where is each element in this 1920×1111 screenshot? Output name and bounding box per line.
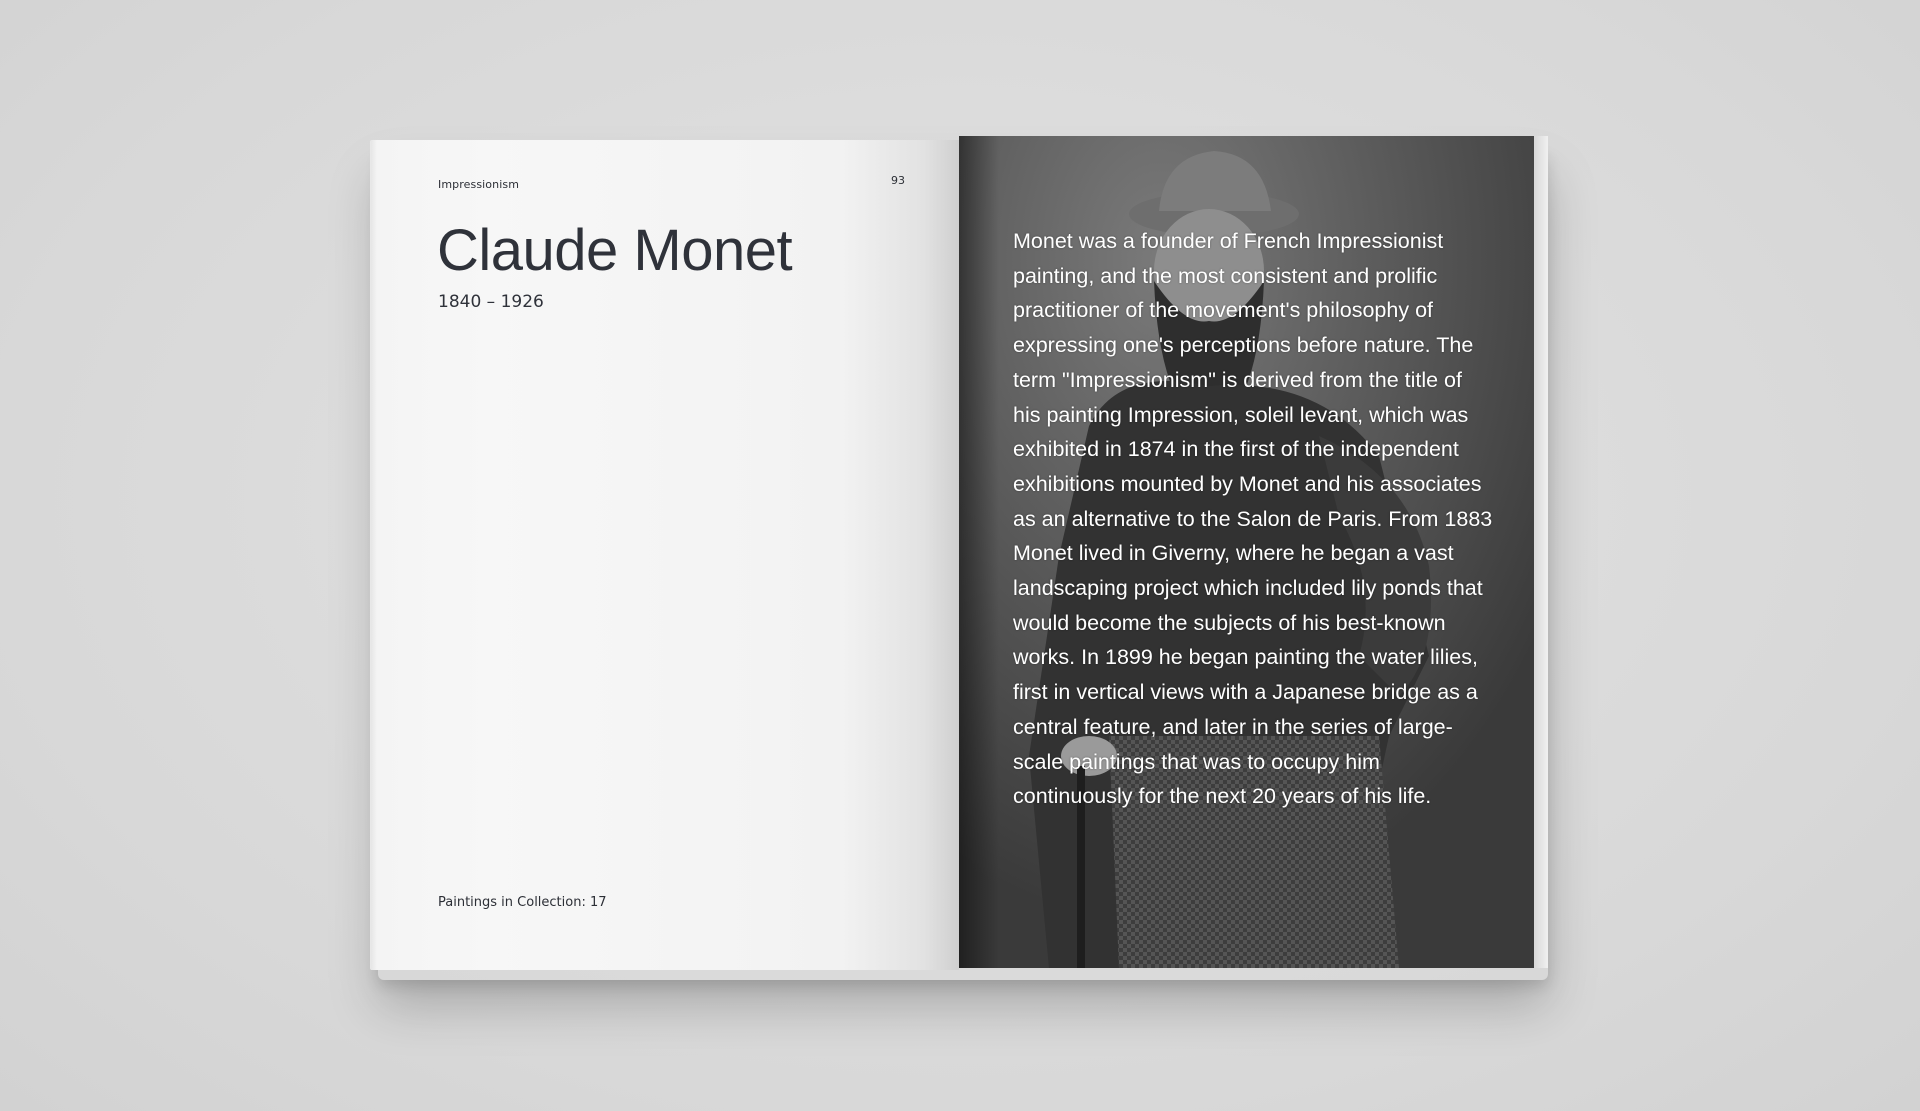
paintings-count: Paintings in Collection: 17: [438, 895, 607, 910]
artist-dates: 1840 – 1926: [438, 292, 544, 312]
artist-title: Claude Monet: [437, 218, 793, 283]
running-head: Impressionism: [438, 178, 520, 191]
page-number: 93: [891, 174, 905, 187]
right-page: [959, 136, 1548, 968]
gutter-shadow: [959, 136, 999, 968]
page-edge: [1534, 136, 1548, 968]
portrait-photo: [959, 136, 1534, 968]
biography-text: Monet was a founder of French Impressionist painting, and the most consistent and prolific practitioner of the movement's philosophy of expressing one's perceptions before nature. The term "Impressionism" is derived from the title of his painting Impression, soleil levant, which was exhibited in 1874 in the first of the independent exhibitions mounted by Monet and his associates as an alternative to the Salon de Paris. From 1883 Monet lived in Giverny, where he began a vast landscaping project which included lily ponds that would become the subjects of his best-known works. In 1899 he began painting the water lilies, first in vertical views with a Japanese bridge as a central feature, and later in the series of large-scale paintings that was to occupy him continuously for the next 20 years of his life.: [1013, 229, 1493, 809]
left-page: [371, 140, 959, 970]
